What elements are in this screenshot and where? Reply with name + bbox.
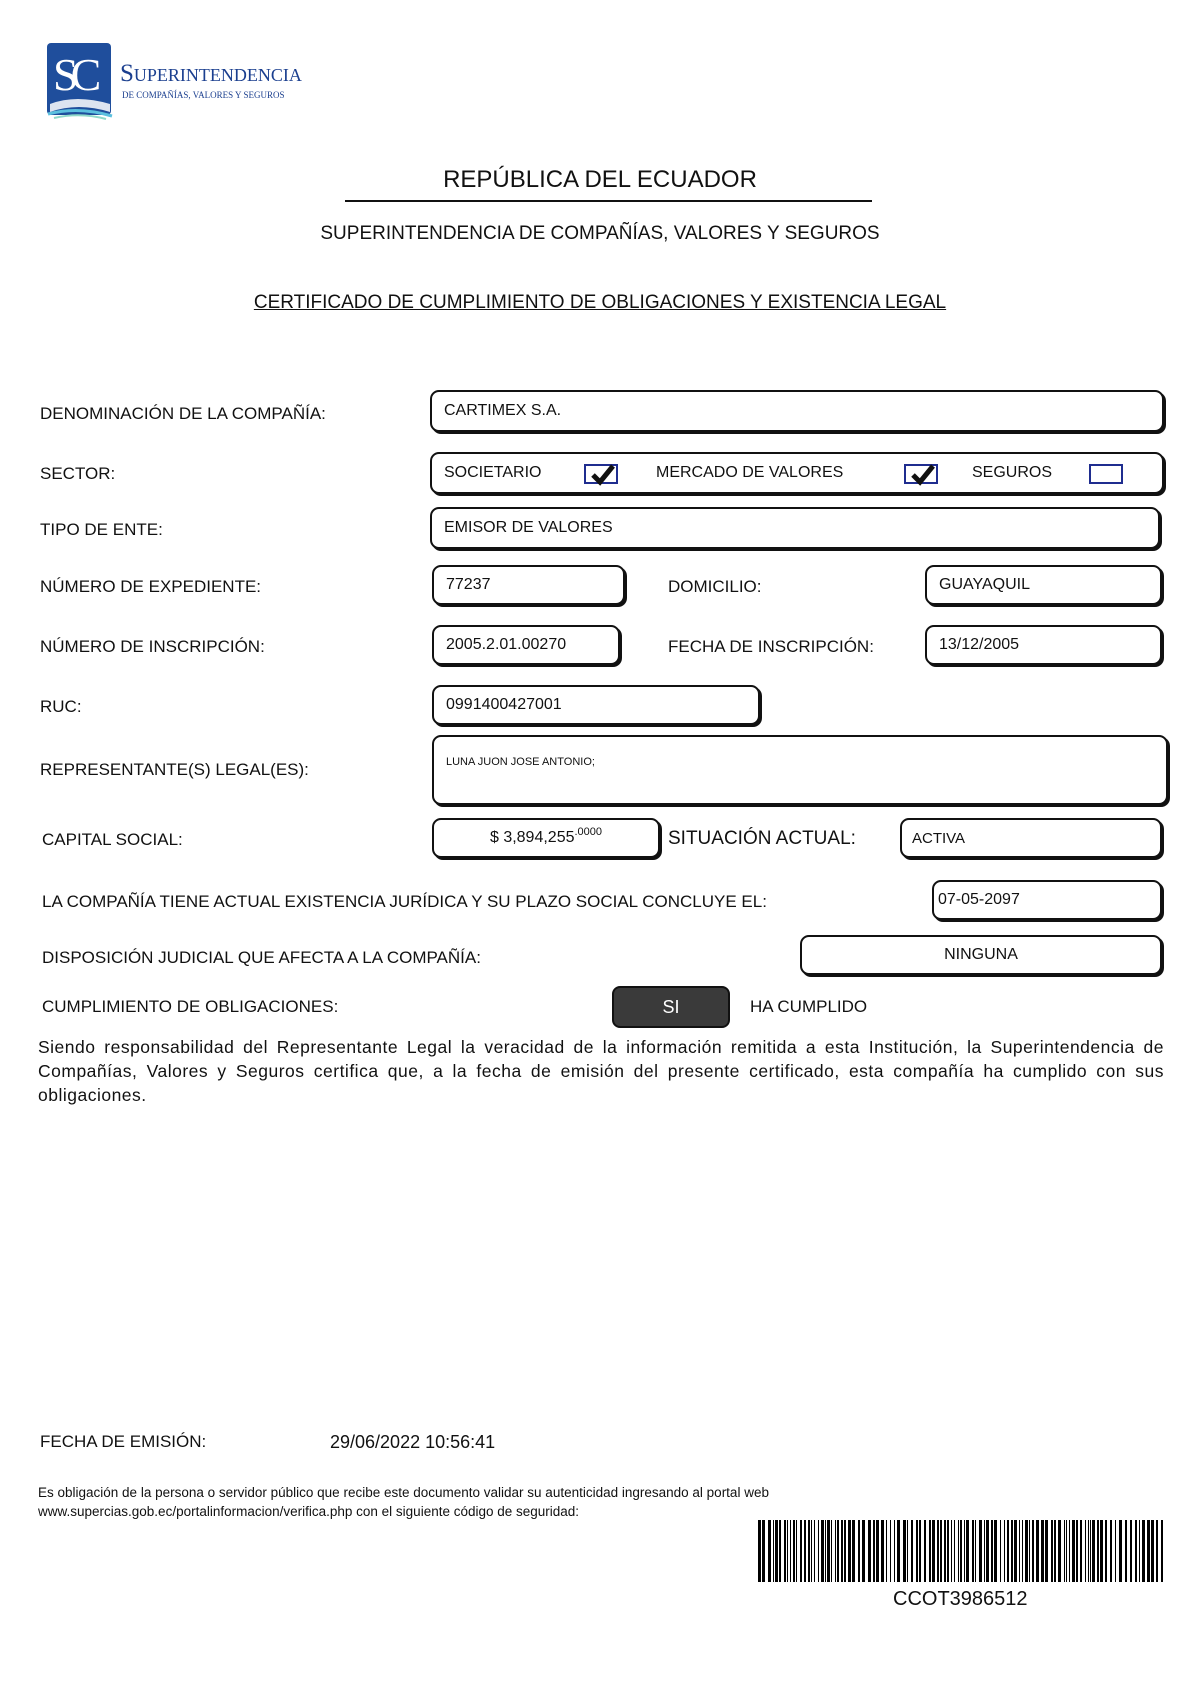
barcode-bar: [903, 1520, 906, 1582]
title-underline: [345, 200, 872, 202]
registration-number-value: 2005.2.01.00270: [446, 636, 567, 653]
barcode-bar: [1142, 1520, 1145, 1582]
barcode-bar: [841, 1520, 843, 1582]
barcode-bar: [1092, 1520, 1095, 1582]
barcode-bar: [947, 1520, 949, 1582]
institution-title: SUPERINTENDENCIA DE COMPAÑÍAS, VALORES Y SEGUROS: [320, 223, 880, 244]
barcode-bar: [1110, 1520, 1112, 1582]
registration-date-field: [925, 625, 1162, 665]
sector-field: [430, 452, 1164, 494]
compliance-text: HA CUMPLIDO: [750, 997, 868, 1016]
compliance-statement: Siendo responsabilidad del Representante Legal la veracidad de la información remitida a esta Institución, la Superintendencia de Compañías, Valores y Seguros certifica que, a la fecha de emisión del presente certificado, esta compañía ha cumplido con sus obligaciones.: [38, 1037, 1164, 1105]
barcode-bar: [894, 1520, 895, 1582]
barcode-bar: [814, 1520, 815, 1582]
barcode-bar: [825, 1520, 826, 1582]
company-name-value: CARTIMEX S.A.: [444, 402, 562, 419]
barcode-bar: [1125, 1520, 1127, 1582]
barcode-bar: [793, 1520, 795, 1582]
barcode-bar: [768, 1520, 771, 1582]
capital-field: [432, 818, 660, 858]
barcode-bar: [818, 1520, 819, 1582]
company-name-field: [430, 390, 1164, 432]
barcode-bar: [1147, 1520, 1150, 1582]
domicile-value: GUAYAQUIL: [939, 576, 1030, 593]
barcode-bar: [790, 1520, 791, 1582]
barcode-bar: [924, 1520, 926, 1582]
barcode-bar: [940, 1520, 942, 1582]
barcode-bar: [932, 1520, 935, 1582]
barcode-bar: [954, 1520, 955, 1582]
barcode-bar: [1051, 1520, 1053, 1582]
barcode-bar: [1090, 1520, 1091, 1582]
validation-notice: [38, 1483, 769, 1521]
legal-rep-label: REPRESENTANTE(S) LEGAL(ES):: [40, 760, 309, 779]
seguros-checkbox: [1089, 464, 1123, 484]
barcode-bar: [886, 1520, 887, 1582]
domicile-label: DOMICILIO:: [668, 577, 762, 596]
barcode-bar: [1045, 1520, 1048, 1582]
legal-rep-value: LUNA JUON JOSE ANTONIO;: [446, 756, 595, 768]
barcode-bar: [796, 1520, 797, 1582]
barcode-bar: [972, 1520, 974, 1582]
barcode-bar: [1085, 1520, 1086, 1582]
barcode-bar: [1066, 1520, 1067, 1582]
barcode-bar: [1004, 1520, 1005, 1582]
barcode-bar: [1097, 1520, 1099, 1582]
barcode-bar: [837, 1520, 839, 1582]
barcode-bar: [1022, 1520, 1023, 1582]
registration-number-field: [432, 625, 620, 665]
barcode-bar: [1029, 1520, 1030, 1582]
barcode-bar: [881, 1520, 884, 1582]
barcode-bar: [835, 1520, 836, 1582]
barcode-bar: [862, 1520, 865, 1582]
compliance-label: CUMPLIMIENTO DE OBLIGACIONES:: [42, 997, 339, 1016]
ruc-label: RUC:: [40, 697, 82, 716]
barcode-bar: [876, 1520, 879, 1582]
barcode-bar: [831, 1520, 832, 1582]
barcode-bar: [1000, 1520, 1001, 1582]
registration-date-label: FECHA DE INSCRIPCIÓN:: [668, 637, 874, 656]
barcode-bar: [964, 1520, 965, 1582]
barcode-bar: [800, 1520, 802, 1582]
status-value: ACTIVA: [912, 829, 966, 847]
check-icon: [911, 462, 935, 486]
mercado-checkbox: [904, 464, 938, 484]
barcode-bar: [1139, 1520, 1140, 1582]
barcode-bar: [994, 1520, 997, 1582]
barcode-bar: [773, 1520, 774, 1582]
barcode-bar: [852, 1520, 855, 1582]
term-end-field: [932, 880, 1162, 920]
ruc-field: [432, 685, 760, 725]
check-icon: [591, 462, 615, 486]
barcode-bar: [1161, 1520, 1163, 1582]
barcode-bar: [811, 1520, 812, 1582]
barcode-bar: [1014, 1520, 1017, 1582]
barcode-bar: [1036, 1520, 1039, 1582]
barcode-bar: [984, 1520, 985, 1582]
barcode-bar: [897, 1520, 900, 1582]
barcode-bar: [1100, 1520, 1103, 1582]
barcode-bar: [775, 1520, 778, 1582]
barcode-bar: [986, 1520, 989, 1582]
barcode-bar: [1105, 1520, 1107, 1582]
barcode-bar: [919, 1520, 921, 1582]
barcode-bar: [929, 1520, 931, 1582]
file-number-label: NÚMERO DE EXPEDIENTE:: [40, 577, 262, 596]
barcode-bar: [937, 1520, 939, 1582]
barcode-bar: [1080, 1520, 1082, 1582]
barcode-bar: [804, 1520, 806, 1582]
barcode-bar: [979, 1520, 982, 1582]
barcode-bar: [762, 1520, 765, 1582]
barcode-bar: [1069, 1520, 1070, 1582]
capital-decimals: .0000: [574, 825, 603, 838]
barcode-bar: [1135, 1520, 1137, 1582]
barcode-bar: [787, 1520, 788, 1582]
status-field: [900, 818, 1162, 858]
barcode-bar: [1151, 1520, 1154, 1582]
barcode-bar: [1130, 1520, 1132, 1582]
judicial-field: [800, 935, 1162, 975]
barcode-bar: [821, 1520, 824, 1582]
societario-checkbox: [584, 464, 618, 484]
barcode-bar: [1072, 1520, 1075, 1582]
logo-subtitle: DE COMPAÑÍAS, VALORES Y SEGUROS: [122, 90, 285, 100]
sector-label: SECTOR:: [40, 464, 116, 483]
barcode-bar: [784, 1520, 786, 1582]
sector-mercado-label: MERCADO DE VALORES: [656, 464, 844, 481]
term-end-value: 07-05-2097: [938, 891, 1020, 908]
barcode-bar: [944, 1520, 946, 1582]
file-number-field: [432, 565, 625, 605]
barcode-bar: [1011, 1520, 1013, 1582]
logo: [46, 42, 306, 122]
registration-date-value: 13/12/2005: [939, 636, 1020, 653]
barcode-bar: [890, 1520, 891, 1582]
validation-notice-line1: Es obligación de la persona o servidor público que recibe este documento validar su autenticidad ingresando al portal web: [38, 1485, 769, 1500]
security-barcode: [758, 1520, 1164, 1582]
registration-number-label: NÚMERO DE INSCRIPCIÓN:: [40, 637, 265, 656]
barcode-bar: [951, 1520, 952, 1582]
barcode-bar: [779, 1520, 781, 1582]
barcode-bar: [1115, 1520, 1116, 1582]
legal-rep-field: [432, 735, 1168, 805]
barcode-bar: [1041, 1520, 1044, 1582]
barcode-bar: [911, 1520, 913, 1582]
barcode-bar: [1119, 1520, 1122, 1582]
issue-date-label: FECHA DE EMISIÓN:: [40, 1432, 207, 1451]
company-name-label: DENOMINACIÓN DE LA COMPAÑÍA:: [40, 404, 326, 423]
barcode-bar: [808, 1520, 810, 1582]
barcode-bar: [958, 1520, 959, 1582]
barcode-bar: [844, 1520, 846, 1582]
sector-seguros-label: SEGUROS: [972, 464, 1053, 481]
barcode-bar: [975, 1520, 976, 1582]
barcode-bar: [848, 1520, 851, 1582]
entity-type-field: [430, 507, 1160, 549]
validation-notice-line2: www.supercias.gob.ec/portalinformacion/verifica.php con el siguiente código de seguridad:: [38, 1504, 580, 1519]
compliance-badge: [612, 986, 730, 1028]
file-number-value: 77237: [446, 576, 491, 593]
barcode-bar: [1088, 1520, 1089, 1582]
existence-label: LA COMPAÑÍA TIENE ACTUAL EXISTENCIA JURÍDICA Y SU PLAZO SOCIAL CONCLUYE EL:: [42, 892, 767, 911]
domicile-field: [925, 565, 1162, 605]
barcode-bar: [868, 1520, 871, 1582]
entity-type-label: TIPO DE ENTE:: [40, 520, 163, 539]
issue-date-value: 29/06/2022 10:56:41: [330, 1432, 496, 1452]
barcode-bar: [1019, 1520, 1020, 1582]
barcode-bar: [991, 1520, 993, 1582]
capital-label: CAPITAL SOCIAL:: [42, 830, 183, 849]
barcode-bar: [966, 1520, 969, 1582]
entity-type-value: EMISOR DE VALORES: [444, 519, 613, 536]
barcode-bar: [1032, 1520, 1034, 1582]
logo-initials: SC: [53, 49, 94, 100]
compliance-value: SI: [662, 996, 680, 1017]
status-label: SITUACIÓN ACTUAL:: [668, 828, 856, 849]
barcode-bar: [873, 1520, 875, 1582]
barcode-bar: [1058, 1520, 1061, 1582]
barcode-bar: [1054, 1520, 1056, 1582]
barcode-bar: [1064, 1520, 1065, 1582]
judicial-label: DISPOSICIÓN JUDICIAL QUE AFECTA A LA COMPAÑÍA:: [42, 948, 481, 967]
barcode-bar: [858, 1520, 860, 1582]
ruc-value: 0991400427001: [446, 696, 562, 713]
barcode-bar: [1156, 1520, 1158, 1582]
country-title: REPÚBLICA DEL ECUADOR: [443, 166, 757, 193]
sector-societario-label: SOCIETARIO: [444, 464, 542, 481]
barcode-bar: [1076, 1520, 1078, 1582]
barcode-bar: [916, 1520, 918, 1582]
security-code: CCOT3986512: [893, 1588, 1028, 1610]
barcode-bar: [960, 1520, 962, 1582]
certificate-title: CERTIFICADO DE CUMPLIMIENTO DE OBLIGACIONES Y EXISTENCIA LEGAL: [253, 292, 947, 313]
logo-name: Superintendencia: [120, 60, 302, 87]
barcode-bar: [1007, 1520, 1009, 1582]
capital-value: $ 3,894,255: [489, 829, 575, 846]
judicial-value: NINGUNA: [944, 946, 1018, 963]
barcode-bar: [758, 1520, 761, 1582]
barcode-bar: [827, 1520, 830, 1582]
barcode-bar: [907, 1520, 908, 1582]
barcode-bar: [1025, 1520, 1028, 1582]
